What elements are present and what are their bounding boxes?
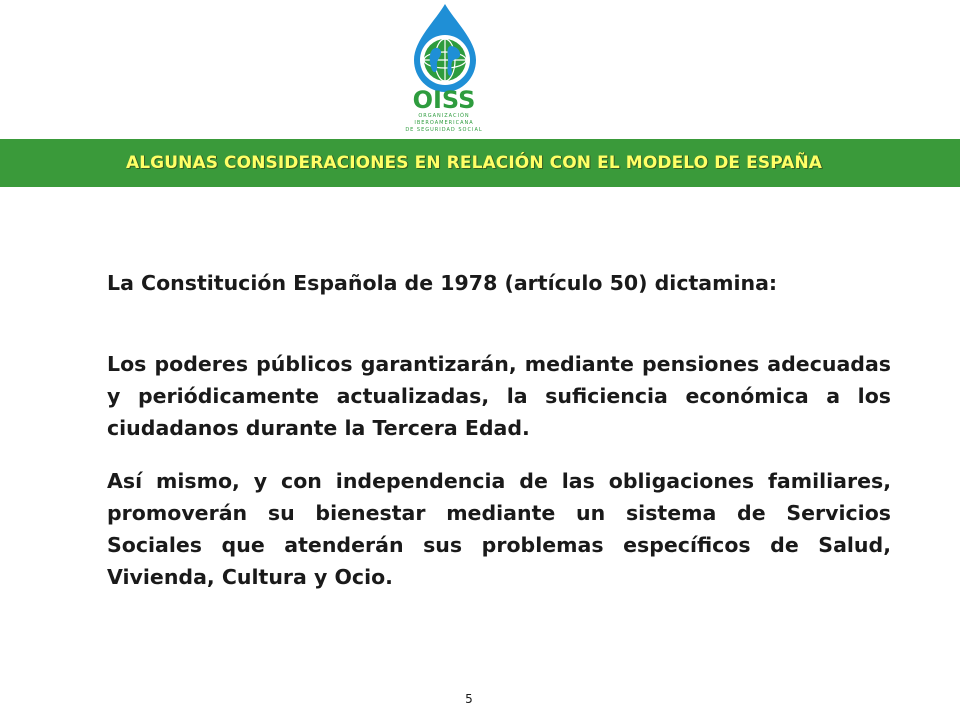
oiss-drop-globe-icon [406,2,484,94]
intro-line: La Constitución Española de 1978 (artículo 50) dictamina: [107,271,778,295]
logo-wordmark: OISS [412,86,476,114]
title-bar [0,139,960,187]
logo-subtitle-line-2: IBEROAMERICANA [414,120,474,126]
paragraph-2: Así mismo, y con independencia de las obligaciones familiares, promoverán su bienestar mediante un sistema de Servicios Sociales que atenderán sus problemas específicos de Salud, Vivienda, Cultura y Ocio. [107,469,891,589]
logo-subtitle-line-1: ORGANIZACIÓN [418,113,470,119]
page-number: 5 [465,692,473,706]
paragraph-1: Los poderes públicos garantizarán, mediante pensiones adecuadas y periódicamente actualizadas, la suficiencia económica a los ciudadanos durante la Tercera Edad. [107,352,891,440]
logo-subtitle-line-3: DE SEGURIDAD SOCIAL [405,127,483,133]
slide-title: ALGUNAS CONSIDERACIONES EN RELACIÓN CON EL MODELO DE ESPAÑA [125,153,823,173]
oiss-logo [392,0,502,138]
